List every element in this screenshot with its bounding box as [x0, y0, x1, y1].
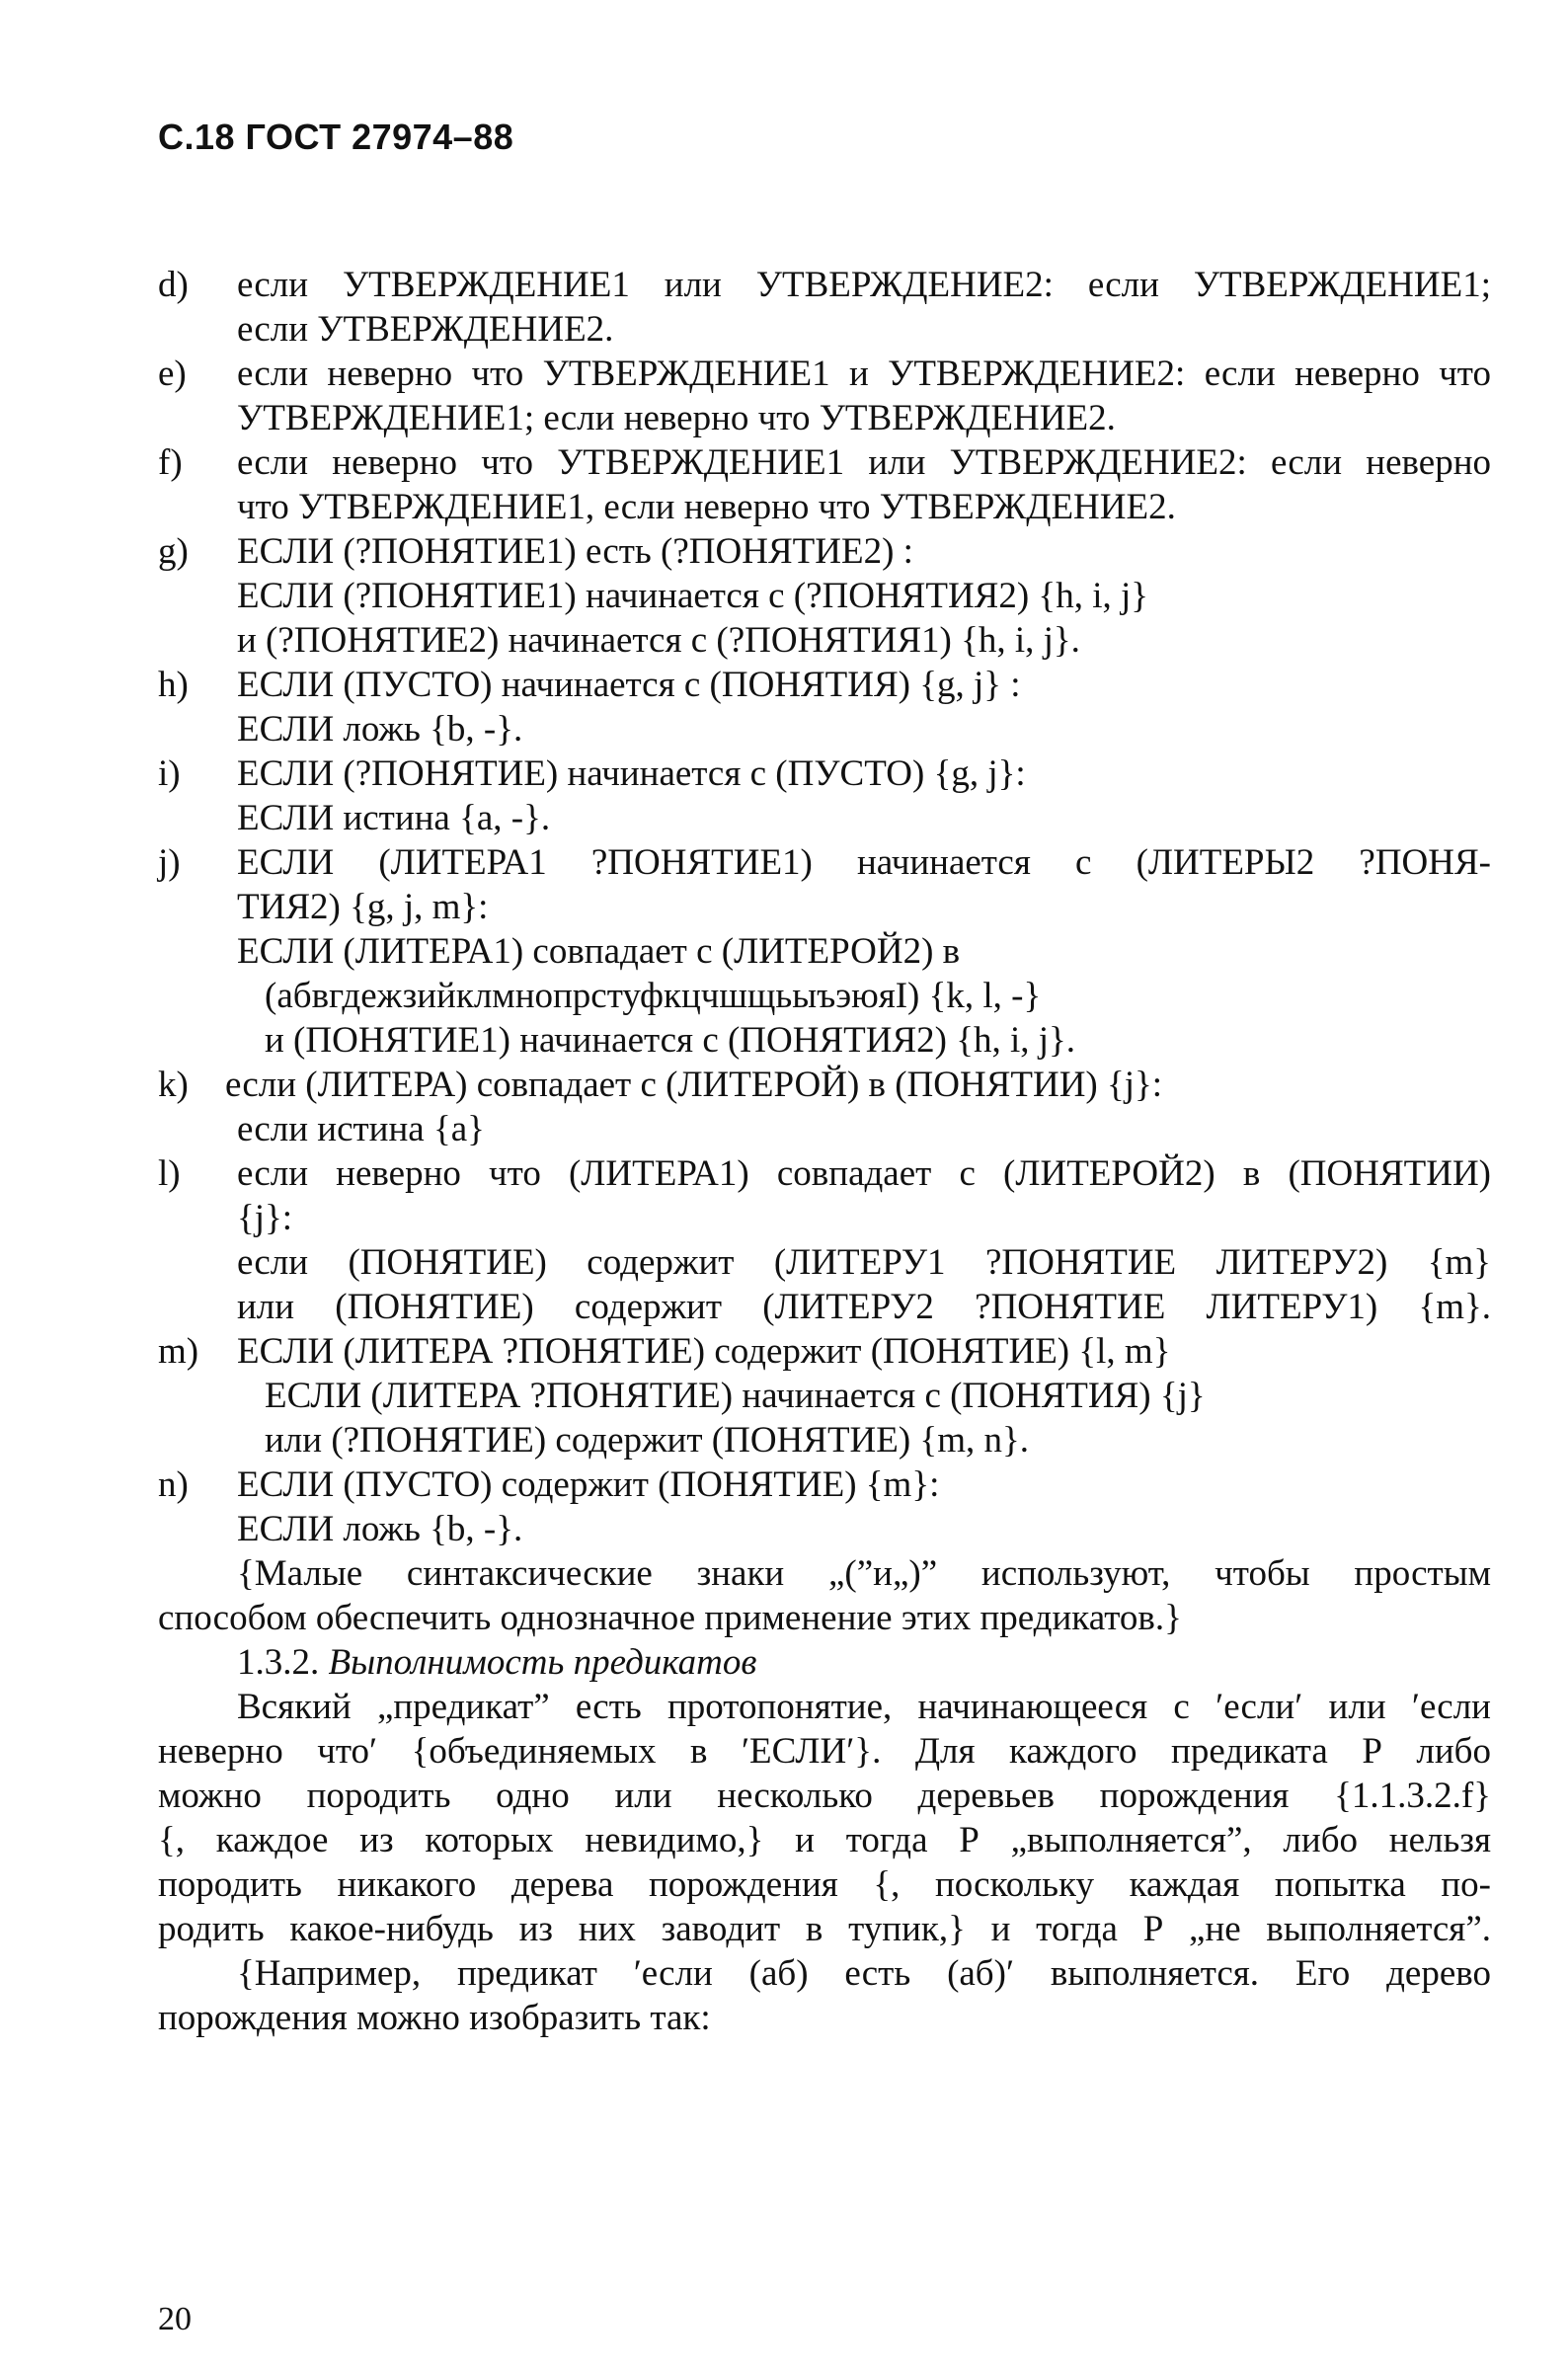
paragraph-line: неверно что′ {объединяемых в ′ЕСЛИ′}. Для каждого предиката Р либо	[158, 1731, 1491, 1772]
main-content	[158, 263, 1491, 2040]
item-line: ЕСЛИ (ПУСТО) начинается с (ПОНЯТИЯ) {g, j} :	[237, 665, 1021, 705]
item-line: (абвгдежзийклмнопрстуфкцчшщьыъэюяI) {k, l, -}	[265, 976, 1042, 1016]
item-line: ЕСЛИ (?ПОНЯТИЕ) начинается с (ПУСТО) {g, j}:	[237, 753, 1026, 794]
paragraph-line: родить какое-нибудь из них заводит в тупик,} и тогда Р „не выполняется”.	[158, 1909, 1491, 1949]
item-label: h)	[158, 665, 189, 705]
item-line: ЕСЛИ (ПУСТО) содержит (ПОНЯТИЕ) {m}:	[237, 1464, 940, 1505]
item-line: ЕСЛИ (?ПОНЯТИЕ1) начинается с (?ПОНЯТИЯ2) {h, i, j}	[237, 576, 1149, 616]
item-line: ЕСЛИ истина {a, -}.	[237, 798, 551, 838]
paragraph-line: способом обеспечить однозначное применение этих предикатов.}	[158, 1598, 1182, 1638]
note-paragraph	[158, 1551, 1491, 1640]
item-label: m)	[158, 1331, 199, 1372]
list-item-f	[158, 440, 1491, 529]
body-paragraph	[158, 1951, 1491, 2040]
item-line: ЕСЛИ (?ПОНЯТИЕ1) есть (?ПОНЯТИЕ2) :	[237, 531, 913, 572]
item-line: если истина {a}	[237, 1109, 485, 1149]
item-label: i)	[158, 753, 181, 794]
list-item-d	[158, 263, 1491, 352]
paragraph-line: {Например, предикат ′если (аб) есть (аб)′ выполняется. Его дерево	[237, 1953, 1491, 1994]
item-line: ЕСЛИ ложь {b, -}.	[237, 709, 523, 750]
item-label: l)	[158, 1153, 181, 1194]
item-line: или (?ПОНЯТИЕ) содержит (ПОНЯТИЕ) {m, n}.	[265, 1420, 1029, 1461]
list-item-j	[158, 840, 1491, 1063]
item-line: ТИЯ2) {g, j, m}:	[237, 887, 489, 927]
list-item-g	[158, 529, 1491, 663]
item-label: n)	[158, 1464, 189, 1505]
paragraph-line: {Малые синтаксические знаки „(”и„)” используют, чтобы простым	[237, 1553, 1491, 1594]
item-line: если (ЛИТЕРА) совпадает с (ЛИТЕРОЙ) в (ПОНЯТИИ) {j}:	[225, 1065, 1163, 1105]
paragraph-line: {, каждое из которых невидимо,} и тогда Р „выполняется”, либо нельзя	[158, 1820, 1491, 1860]
list-item-i	[158, 751, 1491, 840]
item-label: g)	[158, 531, 189, 572]
item-line: или (ПОНЯТИЕ) содержит (ЛИТЕРУ2 ?ПОНЯТИЕ ЛИТЕРУ1) {m}.	[237, 1287, 1491, 1327]
item-label: j)	[158, 842, 181, 883]
item-line: если УТВЕРЖДЕНИЕ2.	[237, 309, 614, 350]
item-line: ЕСЛИ (ЛИТЕРА1 ?ПОНЯТИЕ1) начинается с (ЛИТЕРЫ2 ?ПОНЯ-	[237, 842, 1491, 883]
paragraph-line: можно породить одно или несколько деревьев порождения {1.1.3.2.f}	[158, 1776, 1491, 1816]
item-label: d)	[158, 265, 189, 305]
item-line: {j}:	[237, 1198, 293, 1238]
section-number: 1.3.2.	[237, 1642, 320, 1683]
list-item-m	[158, 1329, 1491, 1462]
item-line: что УТВЕРЖДЕНИЕ1, если неверно что УТВЕРЖДЕНИЕ2.	[237, 487, 1176, 527]
paragraph-line: Всякий „предикат” есть протопонятие, начинающееся с ′если′ или ′если	[237, 1687, 1491, 1727]
item-line: если неверно что УТВЕРЖДЕНИЕ1 и УТВЕРЖДЕНИЕ2: если неверно что	[237, 354, 1491, 394]
item-line: если неверно что УТВЕРЖДЕНИЕ1 или УТВЕРЖДЕНИЕ2: если неверно	[237, 442, 1491, 483]
page-header: С.18 ГОСТ 27974–88	[158, 117, 514, 157]
item-line: если УТВЕРЖДЕНИЕ1 или УТВЕРЖДЕНИЕ2: если УТВЕРЖДЕНИЕ1;	[237, 265, 1491, 305]
item-label: e)	[158, 354, 187, 394]
item-label: k)	[158, 1065, 189, 1105]
body-paragraph	[158, 1685, 1491, 1951]
item-line: и (?ПОНЯТИЕ2) начинается с (?ПОНЯТИЯ1) {h, i, j}.	[237, 620, 1080, 661]
item-line: ЕСЛИ (ЛИТЕРА ?ПОНЯТИЕ) начинается с (ПОНЯТИЯ) {j}	[265, 1376, 1206, 1416]
list-item-e	[158, 352, 1491, 440]
item-line: если неверно что (ЛИТЕРА1) совпадает с (ЛИТЕРОЙ2) в (ПОНЯТИИ)	[237, 1153, 1491, 1194]
page-number: 20	[158, 2301, 192, 2337]
list-item-h	[158, 663, 1491, 751]
section-title: Выполнимость предикатов	[328, 1642, 757, 1683]
list-item-n	[158, 1462, 1491, 1551]
list-item-l	[158, 1151, 1491, 1329]
paragraph-line: порождения можно изобразить так:	[158, 1998, 711, 2038]
item-line: ЕСЛИ (ЛИТЕРА ?ПОНЯТИЕ) содержит (ПОНЯТИЕ) {l, m}	[237, 1331, 1171, 1372]
list-item-k	[158, 1063, 1491, 1151]
item-line: УТВЕРЖДЕНИЕ1; если неверно что УТВЕРЖДЕНИЕ2.	[237, 398, 1116, 438]
section-heading	[158, 1640, 1491, 1685]
item-line: ЕСЛИ ложь {b, -}.	[237, 1509, 523, 1549]
item-line: ЕСЛИ (ЛИТЕРА1) совпадает с (ЛИТЕРОЙ2) в	[237, 931, 961, 972]
item-line: и (ПОНЯТИЕ1) начинается с (ПОНЯТИЯ2) {h, i, j}.	[265, 1020, 1076, 1061]
paragraph-line: породить никакого дерева порождения {, поскольку каждая попытка по-	[158, 1864, 1491, 1905]
item-label: f)	[158, 442, 183, 483]
item-line: если (ПОНЯТИЕ) содержит (ЛИТЕРУ1 ?ПОНЯТИЕ ЛИТЕРУ2) {m}	[237, 1242, 1491, 1283]
